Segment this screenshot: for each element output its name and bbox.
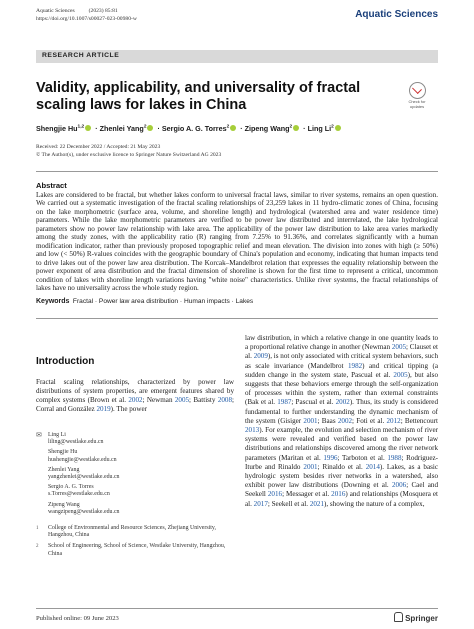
article-type-label: RESEARCH ARTICLE [42, 52, 120, 59]
contact-email[interactable]: hushengjie@westlake.edu.cn [48, 456, 117, 463]
affiliation-number: 1 [36, 526, 39, 532]
body-text: ; Tarboton et al. [337, 453, 388, 462]
journal-citation: Aquatic Sciences (2023) 85:81 [36, 8, 118, 14]
contact-name: Zipeng Wang [48, 501, 80, 508]
body-text: ), showing the nature of a complex, [324, 499, 425, 508]
body-text: ; Bettencourt [400, 416, 439, 425]
introduction-heading: Introduction [36, 356, 95, 367]
author-separator: · [238, 124, 245, 133]
received-accepted: Received: 22 December 2022 / Accepted: 21 May 2023 [36, 144, 161, 150]
body-text: ) and relationships (Mosquera et al. [245, 490, 438, 508]
body-text: ), but also suggests that these behaviors emerge through the self-organization of processes within the system, rather than external constraints (Bak et al. [245, 370, 438, 407]
citation-link[interactable]: 1988 [387, 453, 402, 462]
author-separator: · [155, 124, 162, 133]
journal-reference [36, 7, 137, 23]
citation-link[interactable]: 2016 [331, 490, 346, 499]
contact-name: Sergio A. G. Torres [48, 484, 94, 491]
body-text: ; Rodriguez-Iturbe and Rinaldo [245, 453, 438, 471]
divider [36, 171, 438, 172]
author-name[interactable]: Shengjie Hu [36, 124, 78, 133]
author-contact [36, 484, 234, 498]
keywords-list: Fractal · Power law area distribution · Human impacts · Lakes [72, 298, 254, 305]
citation-link[interactable]: 2016 [267, 490, 283, 499]
author-name[interactable]: Sergio A. G. Torres [161, 124, 227, 133]
citation-link[interactable]: 2005 [393, 370, 408, 379]
author-list [36, 124, 436, 133]
publisher-name: Springer [405, 614, 438, 623]
article-title: Validity, applicability, and universality of fractal scaling laws for lakes in China [36, 80, 361, 113]
contact-email[interactable]: liling@westlake.edu.cn [48, 439, 104, 446]
citation-link[interactable]: 2002 [335, 398, 350, 407]
citation-link[interactable]: 2013 [245, 426, 260, 435]
contact-name: Zhenlei Yang [48, 466, 80, 473]
author-affiliation-marker: 2 [331, 124, 334, 130]
contact-email[interactable]: s.Torres@westlake.edu.cn [48, 491, 110, 498]
citation-link[interactable]: 1987 [277, 398, 292, 407]
citation-link[interactable]: 2001 [303, 416, 318, 425]
body-text: ; Newman [142, 396, 175, 404]
published-date: Published online: 09 June 2023 [36, 615, 119, 622]
body-text: ) and critical tipping (a sudden change in the system state, Pascual et al. [245, 361, 438, 379]
orcid-icon[interactable] [85, 125, 91, 131]
envelope-icon: ✉ [36, 431, 42, 439]
author-name[interactable]: Zhenlei Yang [99, 124, 144, 133]
affiliation-number: 2 [36, 544, 39, 550]
author-name[interactable]: Ling Li [307, 124, 332, 133]
doi-link[interactable]: https://doi.org/10.1007/s00027-023-00980-w [36, 16, 137, 22]
citation-link[interactable]: 2017 [253, 499, 268, 508]
article-dates [36, 143, 221, 159]
author-affiliation-marker: 2 [289, 124, 293, 130]
affiliation-text: College of Environmental and Resource Sciences, Zhejiang University, Hangzhou, China [48, 525, 216, 539]
citation-link[interactable]: 2008 [217, 396, 232, 404]
body-text: ). The power [110, 405, 147, 413]
citation-link[interactable]: 2014 [365, 462, 380, 471]
citation-link[interactable]: 2019 [96, 405, 111, 413]
springer-horse-icon [394, 612, 403, 622]
body-text: ; Pascual et al. [291, 398, 336, 407]
author-separator: · [301, 124, 308, 133]
author-affiliation-marker: 2 [226, 124, 230, 130]
author-contacts [36, 432, 234, 558]
citation-link[interactable]: 1982 [347, 361, 363, 370]
affiliation-text: School of Engineering, School of Science, Westlake University, Hangzhou, China [48, 543, 226, 557]
body-text: ; Rinaldo et al. [317, 462, 366, 471]
body-text: ; Clauset et al. [245, 343, 438, 361]
citation-link[interactable]: 2002 [337, 416, 353, 425]
introduction-left-column [36, 378, 234, 414]
introduction-right-column [245, 334, 438, 509]
author-contact [36, 467, 234, 481]
body-text: ; Battisty [189, 396, 218, 404]
badge-line-2: updates [409, 103, 425, 109]
author-contact [36, 502, 234, 516]
body-text: ; Corral and González [36, 396, 234, 413]
body-text: ; Foti et al. [352, 416, 387, 425]
orcid-icon[interactable] [293, 125, 299, 131]
article-type-banner [36, 50, 438, 63]
citation-link[interactable]: 2002 [128, 396, 143, 404]
affiliation [36, 525, 234, 539]
journal-name: Aquatic Sciences [355, 9, 438, 20]
contact-email[interactable]: yangzhenlei@westlake.edu.cn [48, 474, 120, 481]
author-affiliation-marker: 1,2 [77, 124, 85, 130]
check-for-updates-badge[interactable] [405, 82, 429, 109]
orcid-icon[interactable] [147, 125, 153, 131]
body-text: ; Seekell et al. [267, 499, 310, 508]
citation-link[interactable]: 2001 [303, 462, 318, 471]
orcid-icon[interactable] [230, 125, 236, 131]
citation-link[interactable]: 2012 [386, 416, 401, 425]
orcid-icon[interactable] [335, 125, 341, 131]
author-contact [36, 449, 234, 463]
body-text: law distribution, in which a relative change in one quantity leads to a proportional relative change in another (Newman [245, 334, 438, 352]
check-updates-icon [409, 82, 426, 99]
keywords [36, 298, 438, 306]
contact-name: Shengjie Hu [48, 449, 78, 456]
body-text: ; Messager et al. [282, 490, 332, 499]
author-affiliation-marker: 2 [143, 124, 147, 130]
badge-line-1: Check for [408, 99, 426, 104]
corresponding-author [36, 432, 234, 446]
footer-divider [36, 608, 438, 609]
body-text: ; Cael and Seekell [245, 481, 438, 499]
body-text: ). For example, the evolution and selection mechanism of river systems were revealed and verified based on the power law distributions and relationships discovered among the river network parameters (Maritan et al. [245, 426, 438, 462]
abstract-text: Lakes are considered to be fractal, but whether lakes conform to universal fractal laws, similar to river systems, remains an open question. We carried out a systematic investigation of the fractal scaling relationships of 23,259 lakes in 11 hydro-climatic zones of China, focusing on the lake morphometric (surface area, volume, and shoreline length) and hydrological (watershed area and water residence time) parameters. While the lake morphometric parameters are verified to be power law distributed and interrelated, the lake hydrological parameters show no power law relationship with lake area. The applicability of the power law distribution to lake area varies markedly among the study zones, with the applicability ratio (R) ranging from 7.25% to 91.36%, and correlates significantly with a human modification indicator, rather than previously proposed topographic relief and mean elevation. The division into zones with high (≥ 50%) and low (< 50%) R-values coincides with the geographic boundary of China's population and economy, indicating that human impacts tend to drive lakes out of the power law area distribution. The Korcak–Mandelbrot relation that expresses the equality relationship between the power exponent of area distribution and the fractal dimension of shoreline is shown for the first time to represent a critical, uncommon condition of lakes with shoreline length variations having "white noise" characteristics. Unlike river systems, the fractal relationships of lakes have no universality across the whole study region. [36, 191, 438, 292]
body-text: ; Baas [317, 416, 338, 425]
body-text: ). Thus, its study is considered fundamental to further understanding the dynamic mechanism of the system (Gisiger [245, 398, 439, 425]
body-text: ). Lakes, as a basic hydrologic system besides river networks in a watershed, also exhibit power law distributions (Downing et al. [245, 462, 439, 490]
body-text: Fractal scaling relationships, characterized by power law distributions of system properties, are emergent features shared by complex systems (Brown et al. [36, 378, 234, 404]
citation-link[interactable]: 2005 [391, 343, 407, 352]
divider [36, 318, 438, 319]
citation-link[interactable]: 2005 [174, 396, 190, 404]
keywords-label: Keywords [36, 298, 70, 305]
citation-link[interactable]: 2006 [392, 481, 407, 490]
publisher-logo [394, 612, 438, 623]
author-separator: · [93, 124, 100, 133]
contact-email[interactable]: wangzipeng@westlake.edu.cn [48, 508, 120, 515]
contact-name: Ling Li [48, 432, 66, 438]
citation-link[interactable]: 2009 [253, 352, 268, 361]
affiliation [36, 543, 234, 557]
author-name[interactable]: Zipeng Wang [244, 124, 290, 133]
abstract-heading: Abstract [36, 181, 67, 190]
body-text: ), is not only associated with critical system behaviors, such as scale invariance (Mandelbrot [245, 352, 438, 370]
copyright-line: © The Author(s), under exclusive licence to Springer Nature Switzerland AG 2023 [36, 152, 222, 158]
citation-link[interactable]: 2021 [309, 499, 325, 508]
citation-link[interactable]: 1996 [323, 453, 338, 462]
